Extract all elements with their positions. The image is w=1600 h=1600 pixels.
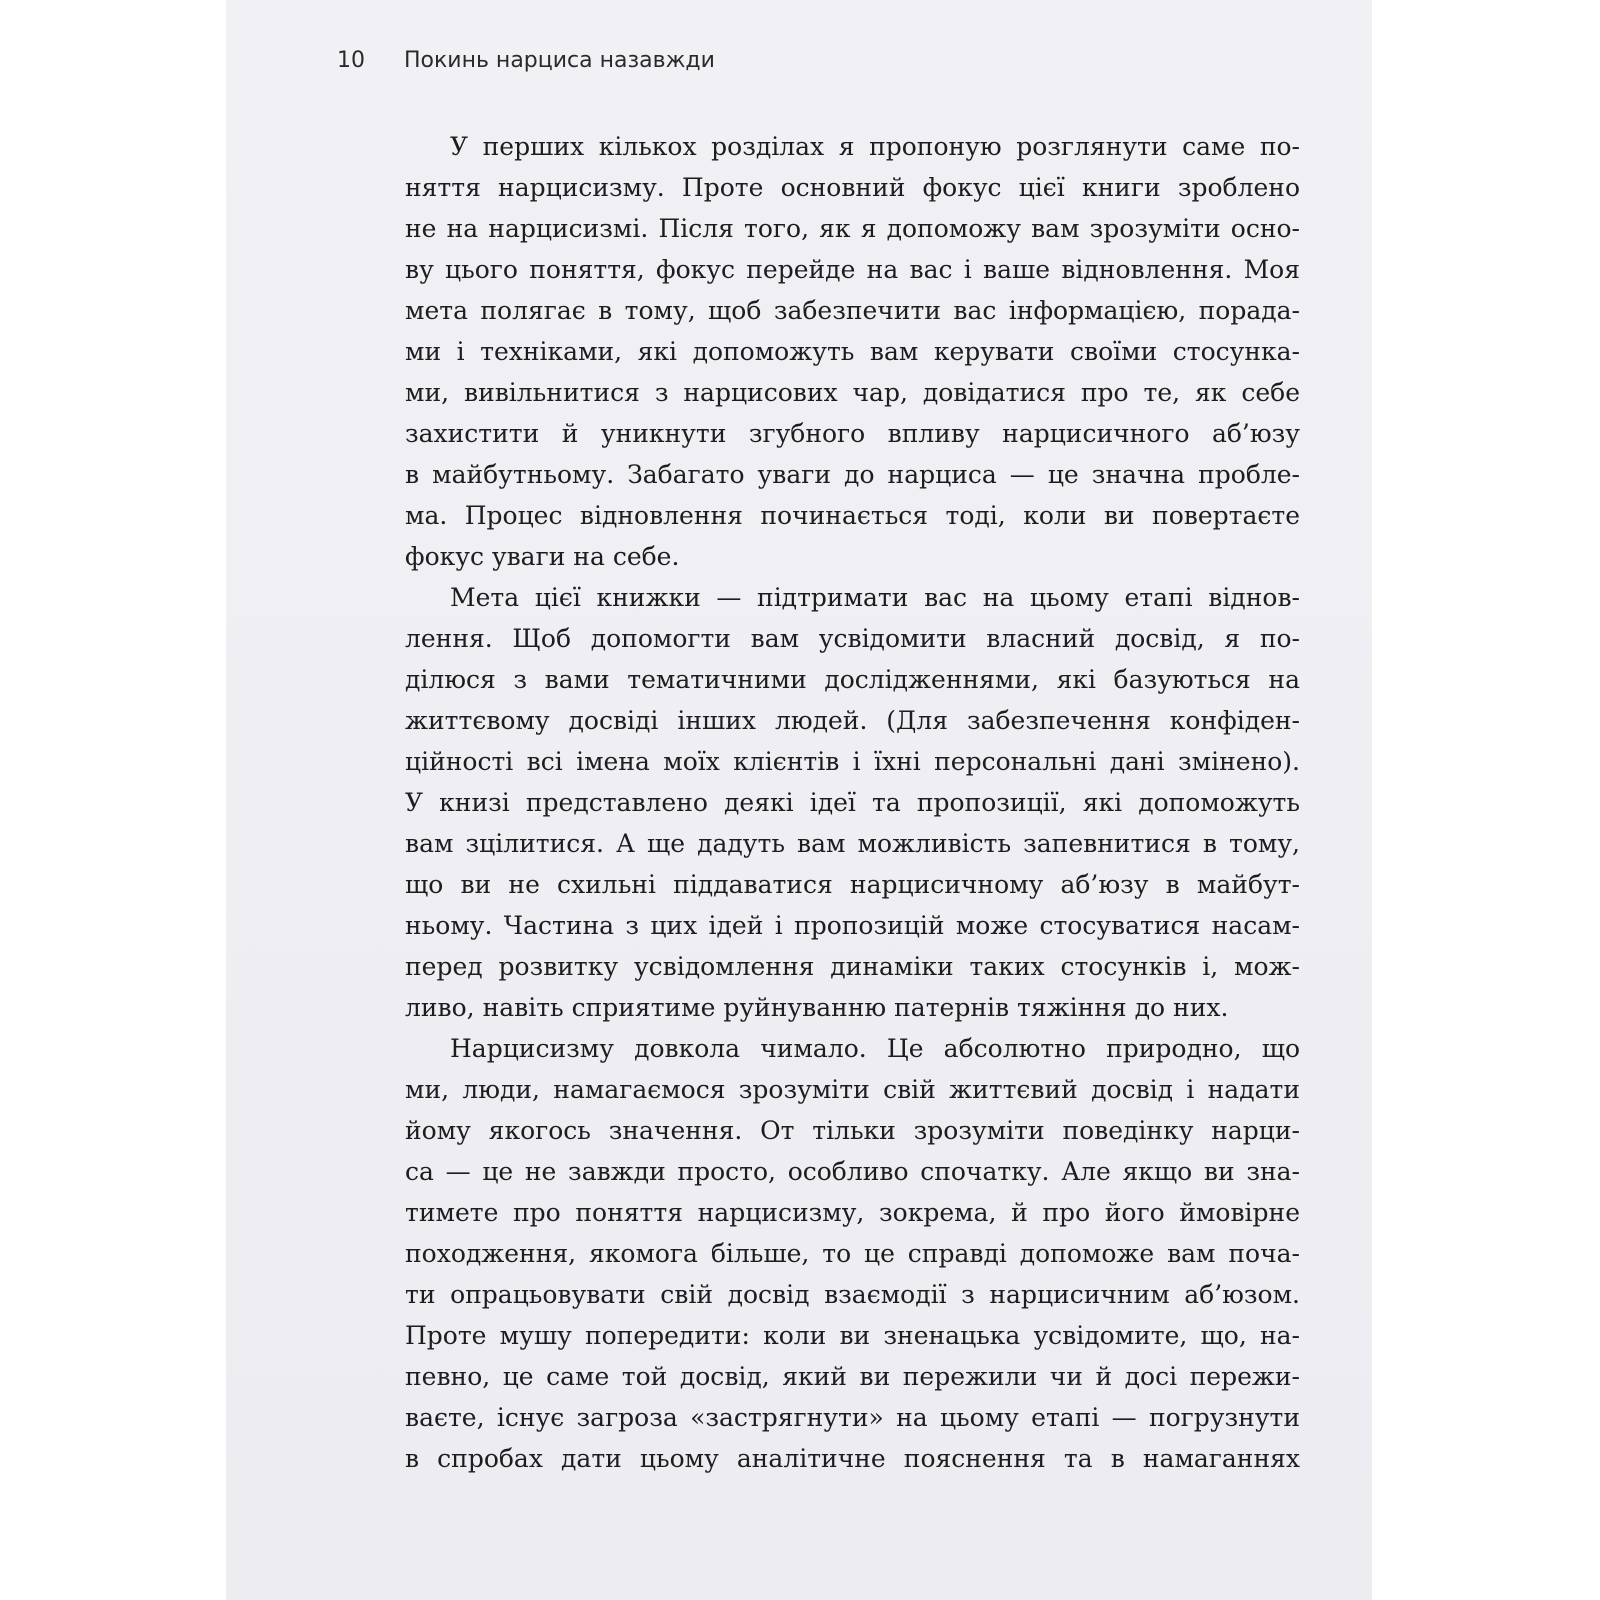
text-line: ційності всі імена моїх клієнтів і їхні персональні дані змінено). bbox=[405, 747, 1300, 776]
text-line: що ви не схильні піддаватися нарцисичному аб’юзу в майбут- bbox=[405, 870, 1300, 899]
paragraph-3 bbox=[405, 1028, 1300, 1479]
text-line: ділюся з вами тематичними дослідженнями, які базуються на bbox=[405, 665, 1300, 694]
running-header bbox=[337, 48, 715, 84]
text-line: життєвому досвіді інших людей. (Для забезпечення конфіден- bbox=[405, 706, 1300, 735]
text-line: в спробах дати цьому аналітичне пояснення та в намаганнях bbox=[405, 1444, 1300, 1473]
text-line: ма. Процес відновлення починається тоді, коли ви повертаєте bbox=[405, 501, 1300, 530]
text-line: перед розвитку усвідомлення динаміки таких стосунків і, мож- bbox=[405, 952, 1300, 981]
text-line: ми і техніками, які допоможуть вам керувати своїми стосунка- bbox=[405, 337, 1300, 366]
paragraph-2 bbox=[405, 577, 1300, 1028]
paragraph-1 bbox=[405, 126, 1300, 577]
text-line: вам зцілитися. А ще дадуть вам можливість запевнитися в тому, bbox=[405, 829, 1300, 858]
text-line: не на нарцисизмі. Після того, як я допоможу вам зрозуміти осно- bbox=[405, 214, 1300, 243]
page-number: 10 bbox=[337, 48, 365, 73]
text-line: ньому. Частина з цих ідей і пропозицій може стосуватися насам- bbox=[405, 911, 1300, 940]
text-line: Мета цієї книжки — підтримати вас на цьому етапі віднов- bbox=[450, 583, 1300, 612]
text-line: У книзі представлено деякі ідеї та пропозиції, які допоможуть bbox=[405, 788, 1300, 817]
text-line: мета полягає в тому, щоб забезпечити вас інформацією, порада- bbox=[405, 296, 1300, 325]
text-line: фокус уваги на себе. bbox=[405, 542, 680, 571]
text-line: в майбутньому. Забагато уваги до нарциса — це значна пробле- bbox=[405, 460, 1300, 489]
text-line: У перших кількох розділах я пропоную розглянути саме по- bbox=[450, 132, 1300, 161]
text-line: тимете про поняття нарцисизму, зокрема, й про його ймовірне bbox=[405, 1198, 1300, 1227]
text-line: ливо, навіть сприятиме руйнуванню патернів тяжіння до них. bbox=[405, 993, 1229, 1022]
text-line: походження, якомога більше, то це справді допоможе вам поча- bbox=[405, 1239, 1300, 1268]
text-line: ваєте, існує загроза «застрягнути» на цьому етапі — погрузнути bbox=[405, 1403, 1300, 1432]
text-line: захистити й уникнути згубного впливу нарцисичного аб’юзу bbox=[405, 419, 1300, 448]
text-line: няття нарцисизму. Проте основний фокус цієї книги зроблено bbox=[405, 173, 1300, 202]
text-line: ми, люди, намагаємося зрозуміти свій життєвий досвід і надати bbox=[405, 1075, 1300, 1104]
text-line: лення. Щоб допомогти вам усвідомити власний досвід, я по- bbox=[405, 624, 1300, 653]
text-line: певно, це саме той досвід, який ви пережили чи й досі пережи- bbox=[405, 1362, 1300, 1391]
text-line: ми, вивільнитися з нарцисових чар, довідатися про те, як себе bbox=[405, 378, 1300, 407]
text-line: ти опрацьовувати свій досвід взаємодії з нарцисичним аб’юзом. bbox=[405, 1280, 1300, 1309]
text-line: Нарцисизму довкола чимало. Це абсолютно природно, що bbox=[450, 1034, 1300, 1063]
text-line: ву цього поняття, фокус перейде на вас і ваше відновлення. Моя bbox=[405, 255, 1300, 284]
book-title: Покинь нарциса назавжди bbox=[404, 48, 715, 73]
text-line: са — це не завжди просто, особливо спочатку. Але якщо ви зна- bbox=[405, 1157, 1300, 1186]
body-text bbox=[405, 126, 1300, 1479]
text-line: йому якогось значення. От тільки зрозуміти поведінку нарци- bbox=[405, 1116, 1300, 1145]
text-line: Проте мушу попередити: коли ви зненацька усвідомите, що, на- bbox=[405, 1321, 1300, 1350]
